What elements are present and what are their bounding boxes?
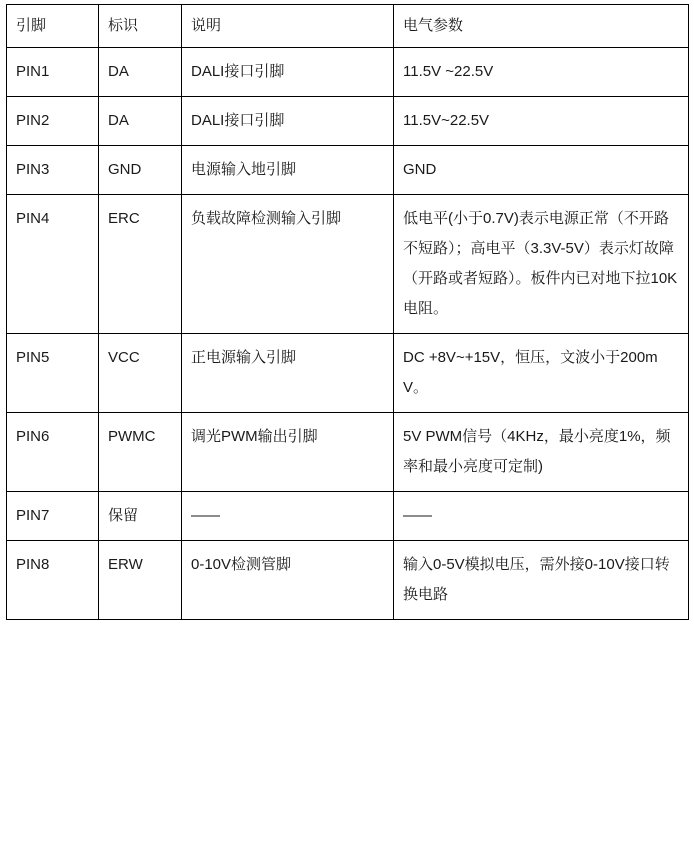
cell-parameter: 输入0-5V模拟电压，需外接0-10V接口转换电路 (394, 541, 689, 620)
table-header-row (7, 5, 689, 48)
cell-description: 负载故障检测输入引脚 (182, 195, 394, 334)
table-row (7, 146, 689, 195)
cell-mark: PWMC (99, 413, 182, 492)
column-header-description: 说明 (182, 5, 394, 48)
cell-pin: PIN3 (7, 146, 99, 195)
table-row (7, 334, 689, 413)
cell-mark: DA (99, 97, 182, 146)
cell-description: —— (182, 492, 394, 541)
cell-pin: PIN6 (7, 413, 99, 492)
cell-mark: DA (99, 48, 182, 97)
cell-pin: PIN1 (7, 48, 99, 97)
cell-parameter: 低电平(小于0.7V)表示电源正常（不开路不短路）；高电平（3.3V-5V）表示灯故障（开路或者短路）。板件内已对地下拉10K电阻。 (394, 195, 689, 334)
cell-parameter: GND (394, 146, 689, 195)
cell-pin: PIN7 (7, 492, 99, 541)
cell-mark: ERW (99, 541, 182, 620)
table-row (7, 195, 689, 334)
cell-description: 电源输入地引脚 (182, 146, 394, 195)
cell-pin: PIN5 (7, 334, 99, 413)
cell-description: DALI接口引脚 (182, 48, 394, 97)
cell-description: 正电源输入引脚 (182, 334, 394, 413)
cell-parameter: 11.5V~22.5V (394, 97, 689, 146)
cell-pin: PIN4 (7, 195, 99, 334)
column-header-mark: 标识 (99, 5, 182, 48)
cell-mark: GND (99, 146, 182, 195)
cell-pin: PIN8 (7, 541, 99, 620)
column-header-pin: 引脚 (7, 5, 99, 48)
table-row (7, 413, 689, 492)
cell-parameter: 11.5V ~22.5V (394, 48, 689, 97)
table-row (7, 541, 689, 620)
table-row (7, 492, 689, 541)
cell-parameter: DC +8V~+15V，恒压，文波小于200mV。 (394, 334, 689, 413)
column-header-electrical-parameters: 电气参数 (394, 5, 689, 48)
cell-mark: 保留 (99, 492, 182, 541)
cell-mark: ERC (99, 195, 182, 334)
table-row (7, 97, 689, 146)
table-row (7, 48, 689, 97)
cell-description: 0-10V检测管脚 (182, 541, 394, 620)
cell-parameter: 5V PWM信号（4KHz，最小亮度1%，频率和最小亮度可定制) (394, 413, 689, 492)
cell-description: DALI接口引脚 (182, 97, 394, 146)
cell-pin: PIN2 (7, 97, 99, 146)
cell-mark: VCC (99, 334, 182, 413)
cell-description: 调光PWM输出引脚 (182, 413, 394, 492)
pin-definition-table (6, 4, 689, 620)
cell-parameter: —— (394, 492, 689, 541)
